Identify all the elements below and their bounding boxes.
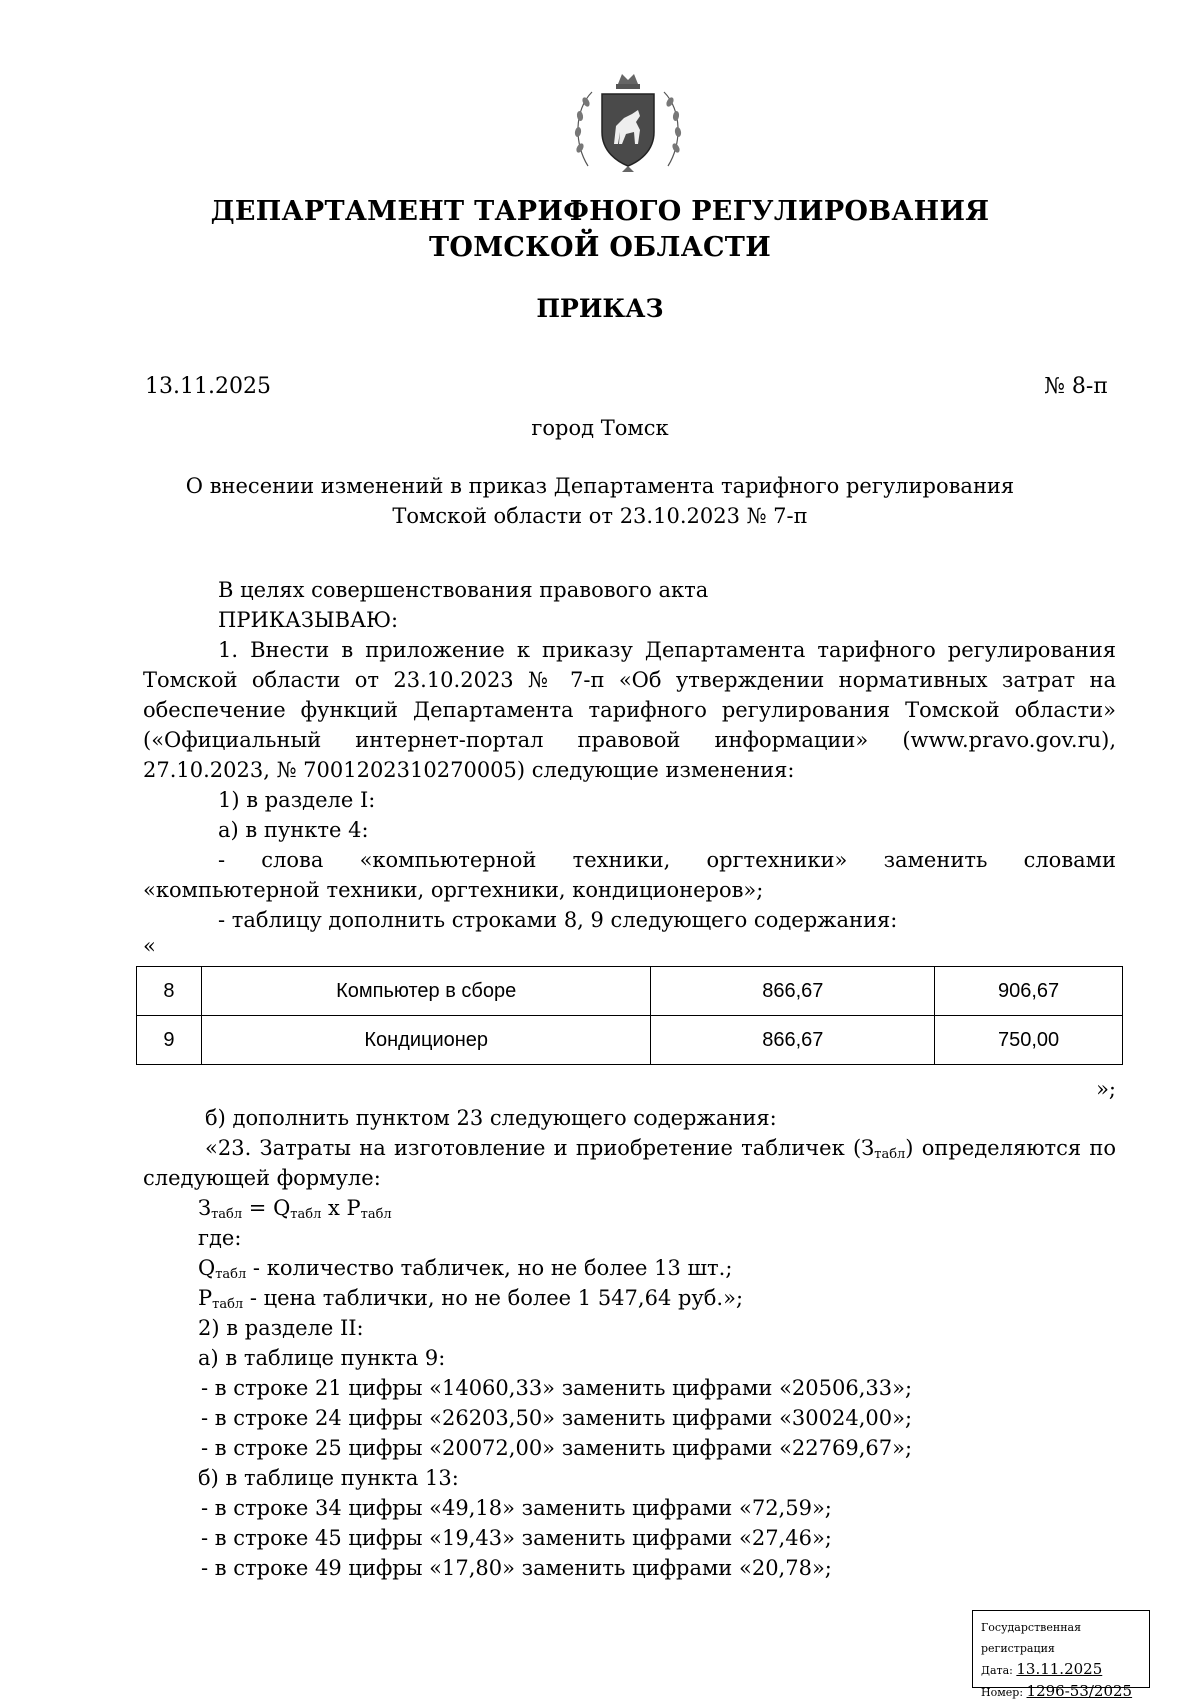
row-value1-cell: 866,67 <box>651 1016 935 1065</box>
table-close-quote: »; <box>1096 1077 1116 1101</box>
point-23-line1 <box>143 1133 1116 1163</box>
order-subject <box>0 471 1200 531</box>
p-text: - цена таблички, но не более 1 547,64 руб.»; <box>243 1286 744 1310</box>
order-body-upper <box>143 575 1116 935</box>
department-name-line2: ТОМСКОЙ ОБЛАСТИ <box>428 232 772 263</box>
order-word: ПРИКАЗЫВАЮ: <box>218 608 399 632</box>
registration-stamp <box>972 1610 1150 1700</box>
row-value1-cell: 866,67 <box>651 967 935 1016</box>
subitem-2a-row25: - в строке 25 цифры «20072,00» заменить цифрами «22769,67»; <box>201 1436 913 1460</box>
department-name-line1: ДЕПАРТАМЕНТ ТАРИФНОГО РЕГУЛИРОВАНИЯ <box>210 196 990 227</box>
subject-line1: О внесении изменений в приказ Департамента тарифного регулирования <box>185 474 1015 498</box>
subscript-tabl: табл <box>290 1207 322 1222</box>
formula-z: З <box>198 1196 212 1220</box>
row-value2-cell: 750,00 <box>935 1016 1123 1065</box>
subscript-tabl: табл <box>874 1147 906 1162</box>
registration-number-label: Номер: <box>981 1686 1024 1699</box>
inserted-rows-table <box>136 966 1123 1065</box>
subitem-2a-row24: - в строке 24 цифры «26203,50» заменить цифрами «30024,00»; <box>201 1406 913 1430</box>
coat-of-arms-emblem <box>568 70 688 176</box>
subitem-1a-words-line2: «компьютерной техники, оргтехники, кондиционеров»; <box>143 878 764 902</box>
subitem-2b: б) в таблице пункта 13: <box>198 1466 459 1490</box>
subitem-1a-table-intro: - таблицу дополнить строками 8, 9 следующего содержания: <box>218 908 898 932</box>
subscript-tabl: табл <box>212 1297 244 1312</box>
registration-date-row <box>981 1659 1143 1681</box>
registration-number-row <box>981 1681 1143 1703</box>
item-1-line1: 1. Внести в приложение к приказу Департамента тарифного регулирования <box>218 638 1116 662</box>
cost-formula <box>143 1193 1116 1223</box>
registration-date: 13.11.2025 <box>1016 1660 1103 1678</box>
q-symbol: Q <box>198 1256 216 1280</box>
q-text: - количество табличек, но не более 13 шт.; <box>246 1256 733 1280</box>
p-definition <box>143 1283 1116 1313</box>
q-definition <box>143 1253 1116 1283</box>
subscript-tabl: табл <box>360 1207 392 1222</box>
row-name-cell: Компьютер в сборе <box>201 967 651 1016</box>
item-1-line4: («Официальный интернет-портал правовой информации» (www.pravo.gov.ru), <box>143 728 1116 752</box>
row-name-cell: Кондиционер <box>201 1016 651 1065</box>
p-symbol: P <box>198 1286 213 1310</box>
subitem-1a: а) в пункте 4: <box>218 818 369 842</box>
subitem-2a-row21: - в строке 21 цифры «14060,33» заменить цифрами «20506,33»; <box>201 1376 913 1400</box>
document-type-heading: ПРИКАЗ <box>536 294 664 323</box>
city-name: город Томск <box>531 416 669 440</box>
item-1-line2: Томской области от 23.10.2023 № 7-п «Об утверждении нормативных затрат на <box>143 668 1116 692</box>
subitem-1a-words-line1: - слова «компьютерной техники, оргтехники» заменить словами <box>218 848 1116 872</box>
formula-eq-q: = Q <box>242 1196 291 1220</box>
subitem-2b-row49: - в строке 49 цифры «17,80» заменить цифрами «20,78»; <box>201 1556 832 1580</box>
purpose-paragraph: В целях совершенствования правового акта <box>218 578 709 602</box>
subitem-2a: а) в таблице пункта 9: <box>198 1346 446 1370</box>
point-23-text-end: ) определяются по <box>905 1136 1116 1160</box>
subitem-2b-row45: - в строке 45 цифры «19,43» заменить цифрами «27,46»; <box>201 1526 832 1550</box>
table-row <box>137 1016 1123 1065</box>
subscript-tabl: табл <box>211 1207 243 1222</box>
order-number: № 8-п <box>1044 374 1108 399</box>
item-1-line3: обеспечение функций Департамента тарифного регулирования Томской области» <box>143 698 1116 722</box>
table-row <box>137 967 1123 1016</box>
table-open-quote: « <box>143 934 156 958</box>
registration-title: Государственная регистрация <box>981 1621 1082 1655</box>
item-1-line5: 27.10.2023, № 7001202310270005) следующие изменения: <box>143 758 795 782</box>
subscript-tabl: табл <box>215 1267 247 1282</box>
subject-line2: Томской области от 23.10.2023 № 7-п <box>392 504 808 528</box>
subitem-1b: б) дополнить пунктом 23 следующего содержания: <box>205 1106 777 1130</box>
point-23-line2: следующей формуле: <box>143 1166 381 1190</box>
order-body-lower <box>143 1103 1116 1583</box>
row-number-cell: 9 <box>137 1016 202 1065</box>
order-date: 13.11.2025 <box>145 374 271 399</box>
where-label: где: <box>198 1226 242 1250</box>
formula-x-p: x P <box>321 1196 361 1220</box>
registration-date-label: Дата: <box>981 1664 1013 1677</box>
registration-number: 1296-53/2025 <box>1026 1682 1133 1700</box>
subitem-2b-row34: - в строке 34 цифры «49,18» заменить цифрами «72,59»; <box>201 1496 832 1520</box>
subitem-1: 1) в разделе I: <box>218 788 376 812</box>
row-value2-cell: 906,67 <box>935 967 1123 1016</box>
subitem-2: 2) в разделе II: <box>198 1316 364 1340</box>
row-number-cell: 8 <box>137 967 202 1016</box>
point-23-text-start: «23. Затраты на изготовление и приобретение табличек (З <box>205 1136 875 1160</box>
